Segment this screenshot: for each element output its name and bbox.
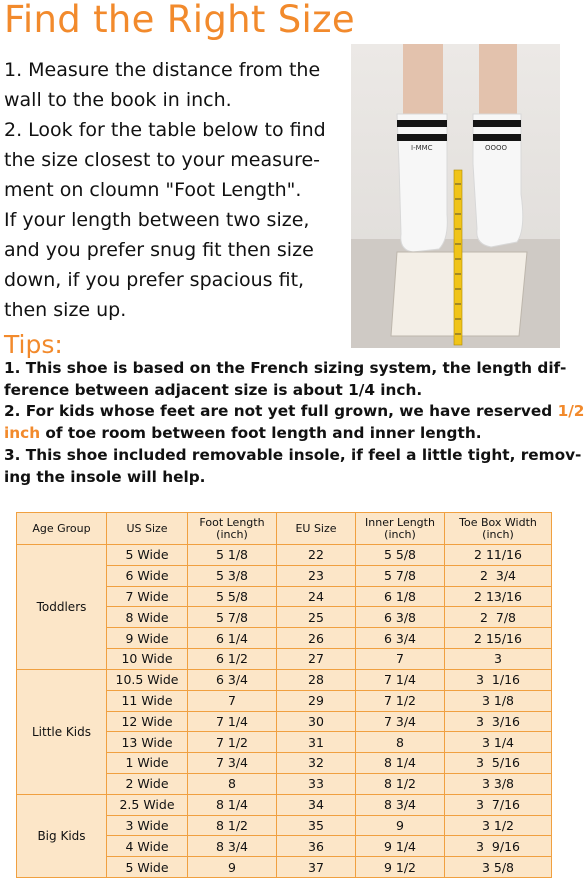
eu-size-cell: 32	[277, 753, 356, 774]
instruction-line: and you prefer snug fit then size	[4, 239, 314, 261]
toe-box-width-cell: 3 5/16	[445, 753, 552, 774]
toe-box-width-cell: 3 7/16	[445, 794, 552, 815]
toe-box-width-cell: 3 9/16	[445, 836, 552, 857]
eu-size-cell: 26	[277, 628, 356, 649]
toe-box-width-cell: 2 3/4	[445, 565, 552, 586]
inner-length-cell: 8 1/4	[356, 753, 445, 774]
eu-size-cell: 28	[277, 669, 356, 690]
inner-length-cell: 6 3/8	[356, 607, 445, 628]
us-size-cell: 6 Wide	[107, 565, 188, 586]
toe-box-width-cell: 3 1/8	[445, 690, 552, 711]
foot-length-cell: 7 3/4	[188, 753, 277, 774]
foot-length-cell: 5 7/8	[188, 607, 277, 628]
inner-length-cell: 8 1/2	[356, 773, 445, 794]
table-header-row	[17, 513, 552, 545]
foot-length-cell: 5 5/8	[188, 586, 277, 607]
tip-line	[4, 423, 564, 445]
toe-box-width-cell: 3 5/8	[445, 857, 552, 878]
us-size-cell: 10 Wide	[107, 649, 188, 670]
eu-size-cell: 35	[277, 815, 356, 836]
us-size-cell: 4 Wide	[107, 836, 188, 857]
foot-length-cell: 7 1/4	[188, 711, 277, 732]
instruction-line: If your length between two size,	[4, 209, 310, 231]
toe-box-width-cell: 3 1/4	[445, 732, 552, 753]
right-sock-stripe	[473, 120, 521, 127]
tip-text: 2. For kids whose feet are not yet full grown, we have reserved	[4, 402, 558, 421]
tip-highlight: 1/2	[557, 402, 584, 421]
age-group-cell: Big Kids	[17, 794, 107, 877]
toe-box-width-cell: 2 15/16	[445, 628, 552, 649]
left-leg	[403, 44, 443, 124]
toe-box-width-cell: 2 11/16	[445, 545, 552, 566]
us-size-cell: 9 Wide	[107, 628, 188, 649]
us-size-cell: 13 Wide	[107, 732, 188, 753]
inner-length-cell: 6 3/4	[356, 628, 445, 649]
right-sock	[473, 114, 523, 247]
toe-box-width-cell: 3	[445, 649, 552, 670]
table-row	[17, 794, 552, 815]
toe-box-width-cell: 3 3/16	[445, 711, 552, 732]
instruction-line: 2. Look for the table below to find	[4, 119, 326, 141]
col-header-us-size: US Size	[107, 513, 188, 545]
age-group-cell: Toddlers	[17, 545, 107, 670]
inner-length-cell: 7	[356, 649, 445, 670]
tip-text: of toe room between foot length and inner length.	[40, 424, 482, 443]
col-header-inner-length: Inner Length (inch)	[356, 513, 445, 545]
toe-box-width-cell: 2 7/8	[445, 607, 552, 628]
left-sock-stripe	[397, 134, 447, 141]
foot-length-cell: 8 1/2	[188, 815, 277, 836]
measurement-illustration	[351, 44, 560, 348]
foot-length-cell: 8	[188, 773, 277, 794]
instruction-line: ment on cloumn "Foot Length".	[4, 179, 302, 201]
eu-size-cell: 30	[277, 711, 356, 732]
foot-length-cell: 8 3/4	[188, 836, 277, 857]
eu-size-cell: 27	[277, 649, 356, 670]
col-header-age-group: Age Group	[17, 513, 107, 545]
eu-size-cell: 23	[277, 565, 356, 586]
right-sock-stripe	[473, 134, 521, 141]
eu-size-cell: 34	[277, 794, 356, 815]
us-size-cell: 7 Wide	[107, 586, 188, 607]
toe-box-width-cell: 3 3/8	[445, 773, 552, 794]
tip-line: 1. This shoe is based on the French sizing system, the length dif-	[4, 359, 567, 377]
instruction-line: then size up.	[4, 299, 127, 321]
instruction-line: wall to the book in inch.	[4, 89, 232, 111]
foot-length-cell: 7 1/2	[188, 732, 277, 753]
foot-length-cell: 6 3/4	[188, 669, 277, 690]
eu-size-cell: 33	[277, 773, 356, 794]
foot-length-cell: 8 1/4	[188, 794, 277, 815]
tip-line: ing the insole will help.	[4, 467, 206, 486]
foot-length-cell: 5 3/8	[188, 565, 277, 586]
us-size-cell: 5 Wide	[107, 545, 188, 566]
instruction-line: 1. Measure the distance from the	[4, 59, 321, 81]
inner-length-cell: 5 7/8	[356, 565, 445, 586]
us-size-cell: 2.5 Wide	[107, 794, 188, 815]
foot-length-cell: 6 1/4	[188, 628, 277, 649]
right-sock-label: OOOO	[485, 144, 508, 152]
foot-length-cell: 6 1/2	[188, 649, 277, 670]
measurement-instructions	[4, 55, 344, 325]
table-row	[17, 545, 552, 566]
col-header-foot-length: Foot Length (inch)	[188, 513, 277, 545]
tip-line: ference between adjacent size is about 1/4 inch.	[4, 380, 423, 399]
eu-size-cell: 36	[277, 836, 356, 857]
us-size-cell: 2 Wide	[107, 773, 188, 794]
us-size-cell: 12 Wide	[107, 711, 188, 732]
us-size-cell: 5 Wide	[107, 857, 188, 878]
tip-line: 3. This shoe included removable insole, if feel a little tight, remov-	[4, 445, 582, 464]
inner-length-cell: 9 1/2	[356, 857, 445, 878]
us-size-cell: 10.5 Wide	[107, 669, 188, 690]
inner-length-cell: 8 3/4	[356, 794, 445, 815]
eu-size-cell: 24	[277, 586, 356, 607]
col-header-toe-box-width: Toe Box Width (inch)	[445, 513, 552, 545]
us-size-cell: 3 Wide	[107, 815, 188, 836]
left-sock-stripe	[397, 120, 447, 127]
size-chart-table	[16, 512, 552, 878]
tip-highlight: inch	[4, 424, 41, 443]
right-leg	[479, 44, 517, 124]
foot-length-cell: 7	[188, 690, 277, 711]
inner-length-cell: 9 1/4	[356, 836, 445, 857]
eu-size-cell: 29	[277, 690, 356, 711]
inner-length-cell: 6 1/8	[356, 586, 445, 607]
foot-measurement-photo	[351, 44, 560, 348]
left-sock-label: I-MMC	[411, 144, 433, 152]
inner-length-cell: 8	[356, 732, 445, 753]
tip-line	[4, 401, 584, 423]
toe-box-width-cell: 3 1/16	[445, 669, 552, 690]
eu-size-cell: 37	[277, 857, 356, 878]
inner-length-cell: 7 3/4	[356, 711, 445, 732]
inner-length-cell: 9	[356, 815, 445, 836]
table-row	[17, 669, 552, 690]
inner-length-cell: 7 1/4	[356, 669, 445, 690]
foot-length-cell: 9	[188, 857, 277, 878]
us-size-cell: 11 Wide	[107, 690, 188, 711]
page-title: Find the Right Size	[4, 0, 355, 41]
tips-heading: Tips:	[4, 330, 63, 359]
eu-size-cell: 22	[277, 545, 356, 566]
foot-length-cell: 5 1/8	[188, 545, 277, 566]
eu-size-cell: 25	[277, 607, 356, 628]
instruction-line: down, if you prefer spacious fit,	[4, 269, 305, 291]
inner-length-cell: 7 1/2	[356, 690, 445, 711]
us-size-cell: 1 Wide	[107, 753, 188, 774]
toe-box-width-cell: 2 13/16	[445, 586, 552, 607]
us-size-cell: 8 Wide	[107, 607, 188, 628]
instruction-line: the size closest to your measure-	[4, 149, 321, 171]
eu-size-cell: 31	[277, 732, 356, 753]
age-group-cell: Little Kids	[17, 669, 107, 794]
toe-box-width-cell: 3 1/2	[445, 815, 552, 836]
tips-list	[4, 358, 584, 488]
col-header-eu-size: EU Size	[277, 513, 356, 545]
inner-length-cell: 5 5/8	[356, 545, 445, 566]
